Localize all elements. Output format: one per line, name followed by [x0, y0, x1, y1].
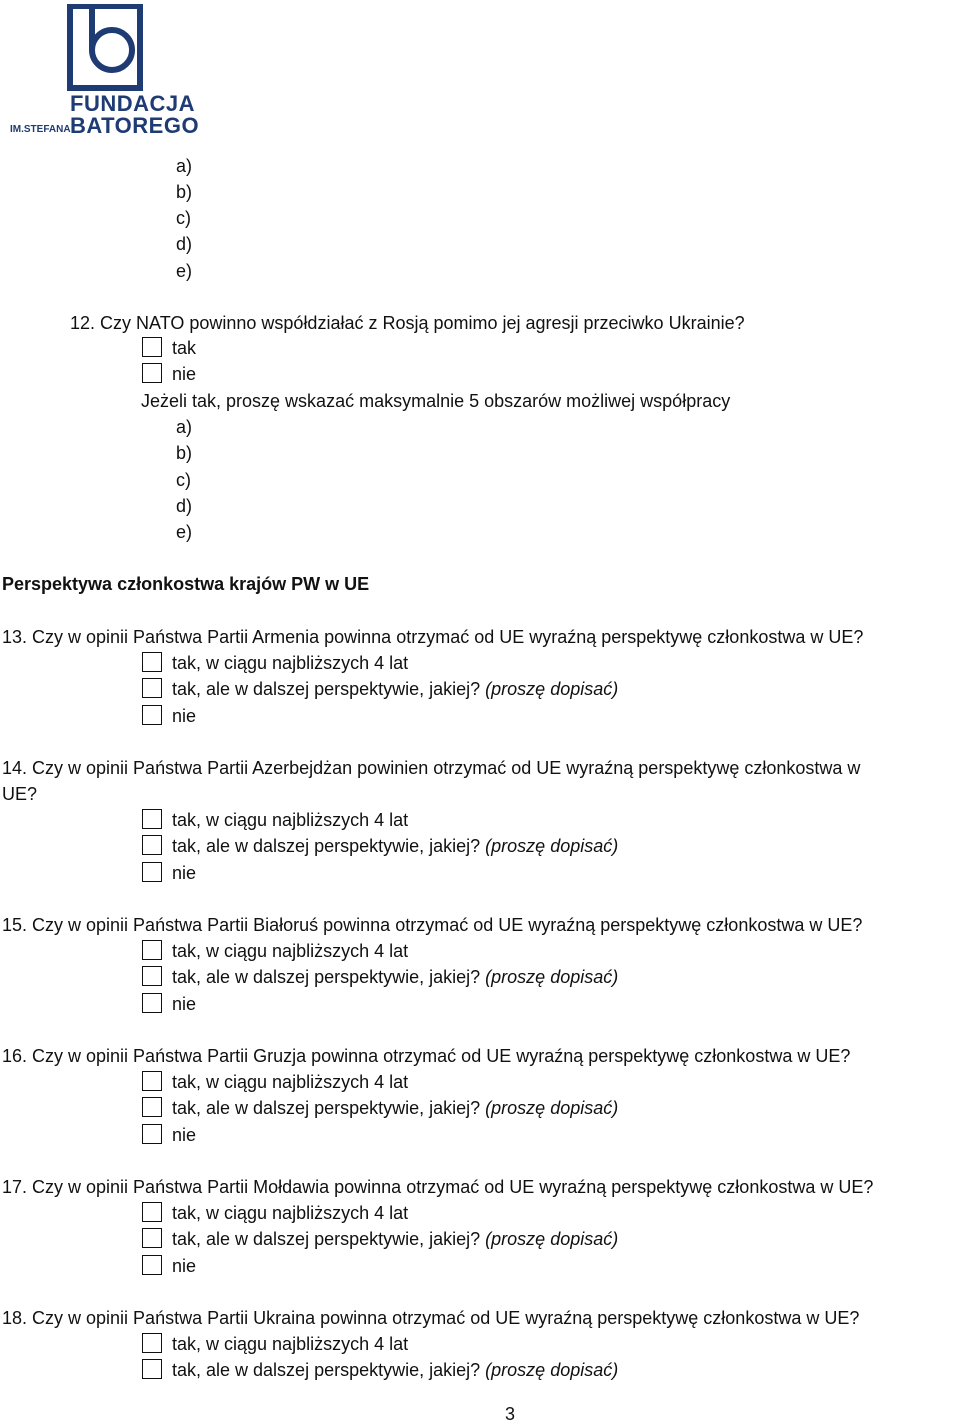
- option-label: tak: [172, 338, 197, 358]
- list-item: b): [176, 182, 193, 202]
- question-12: 12. Czy NATO powinno współdziałać z Rosją pomimo jej agresji przeciwko Ukrainie?: [70, 313, 745, 333]
- logo-mark-icon: [8, 4, 198, 94]
- option-label: [172, 1097, 618, 1119]
- option-label: nie: [172, 863, 197, 883]
- checkbox-q12-yes[interactable]: [142, 337, 162, 357]
- option-label: tak, w ciągu najbliższych 4 lat: [172, 941, 409, 961]
- logo-text-im-stefana: IM.STEFANA: [10, 124, 71, 135]
- option-label: [172, 835, 618, 857]
- list-item: c): [176, 470, 191, 490]
- option-label: nie: [172, 994, 197, 1014]
- question-17: 17. Czy w opinii Państwa Partii Mołdawia powinna otrzymać od UE wyraźną perspektywę członkostwa w UE?: [2, 1177, 874, 1197]
- option-label: tak, w ciągu najbliższych 4 lat: [172, 810, 409, 830]
- list-item: e): [176, 522, 193, 542]
- checkbox-q16-opt2[interactable]: [142, 1097, 162, 1117]
- checkbox-q18-opt2[interactable]: [142, 1359, 162, 1379]
- checkbox-q18-opt1[interactable]: [142, 1333, 162, 1353]
- option-label: tak, w ciągu najbliższych 4 lat: [172, 653, 409, 673]
- list-item: c): [176, 208, 191, 228]
- checkbox-q13-opt1[interactable]: [142, 652, 162, 672]
- option-hint: (proszę dopisać): [485, 967, 619, 987]
- checkbox-q16-opt1[interactable]: [142, 1071, 162, 1091]
- logo-text-fundacja: FUNDACJA: [70, 91, 195, 116]
- question-16: 16. Czy w opinii Państwa Partii Gruzja powinna otrzymać od UE wyraźną perspektywę członkostwa w UE?: [2, 1046, 851, 1066]
- option-label: nie: [172, 364, 197, 384]
- list-item: a): [176, 156, 193, 176]
- option-text: tak, ale w dalszej perspektywie, jakiej?: [172, 1229, 481, 1249]
- page-number: 3: [505, 1404, 516, 1424]
- option-hint: (proszę dopisać): [485, 1360, 619, 1380]
- option-label: [172, 966, 618, 988]
- checkbox-q14-opt1[interactable]: [142, 809, 162, 829]
- option-hint: (proszę dopisać): [485, 1229, 619, 1249]
- list-item: d): [176, 496, 193, 516]
- logo-text-batorego: BATOREGO: [70, 113, 200, 138]
- option-text: tak, ale w dalszej perspektywie, jakiej?: [172, 679, 481, 699]
- option-label: tak, w ciągu najbliższych 4 lat: [172, 1072, 409, 1092]
- option-text: tak, ale w dalszej perspektywie, jakiej?: [172, 1360, 481, 1380]
- option-text: tak, ale w dalszej perspektywie, jakiej?: [172, 967, 481, 987]
- option-text: tak, ale w dalszej perspektywie, jakiej?: [172, 1098, 481, 1118]
- checkbox-q13-opt2[interactable]: [142, 678, 162, 698]
- checkbox-q14-opt3[interactable]: [142, 862, 162, 882]
- option-hint: (proszę dopisać): [485, 679, 619, 699]
- checkbox-q13-opt3[interactable]: [142, 705, 162, 725]
- option-label: [172, 1359, 618, 1381]
- option-label: nie: [172, 1125, 197, 1145]
- option-text: tak, ale w dalszej perspektywie, jakiej?: [172, 836, 481, 856]
- question-14: 14. Czy w opinii Państwa Partii Azerbejdżan powinien otrzymać od UE wyraźną perspektywę członkostwa w: [2, 758, 861, 778]
- option-label: [172, 1228, 618, 1250]
- checkbox-q12-no[interactable]: [142, 363, 162, 383]
- option-label: nie: [172, 706, 197, 726]
- option-hint: (proszę dopisać): [485, 836, 619, 856]
- option-label: [172, 678, 618, 700]
- checkbox-q14-opt2[interactable]: [142, 835, 162, 855]
- option-hint: (proszę dopisać): [485, 1098, 619, 1118]
- list-item: a): [176, 417, 193, 437]
- question-18: 18. Czy w opinii Państwa Partii Ukraina powinna otrzymać od UE wyraźną perspektywę członkostwa w UE?: [2, 1308, 860, 1328]
- question-12-followup: Jeżeli tak, proszę wskazać maksymalnie 5 obszarów możliwej współpracy: [141, 391, 731, 411]
- option-label: nie: [172, 1256, 197, 1276]
- question-14-continuation: UE?: [2, 784, 38, 804]
- checkbox-q15-opt2[interactable]: [142, 966, 162, 986]
- option-label: tak, w ciągu najbliższych 4 lat: [172, 1203, 409, 1223]
- checkbox-q15-opt3[interactable]: [142, 993, 162, 1013]
- foundation-logo: [8, 4, 198, 136]
- checkbox-q16-opt3[interactable]: [142, 1124, 162, 1144]
- list-item: b): [176, 443, 193, 463]
- checkbox-q17-opt1[interactable]: [142, 1202, 162, 1222]
- checkbox-q17-opt3[interactable]: [142, 1255, 162, 1275]
- checkbox-q17-opt2[interactable]: [142, 1228, 162, 1248]
- section-title: Perspektywa członkostwa krajów PW w UE: [2, 574, 370, 594]
- question-15: 15. Czy w opinii Państwa Partii Białoruś powinna otrzymać od UE wyraźną perspektywę członkostwa w UE?: [2, 915, 863, 935]
- checkbox-q15-opt1[interactable]: [142, 940, 162, 960]
- list-item: d): [176, 234, 193, 254]
- list-item: e): [176, 261, 193, 281]
- option-label: tak, w ciągu najbliższych 4 lat: [172, 1334, 409, 1354]
- question-13: 13. Czy w opinii Państwa Partii Armenia powinna otrzymać od UE wyraźną perspektywę członkostwa w UE?: [2, 627, 864, 647]
